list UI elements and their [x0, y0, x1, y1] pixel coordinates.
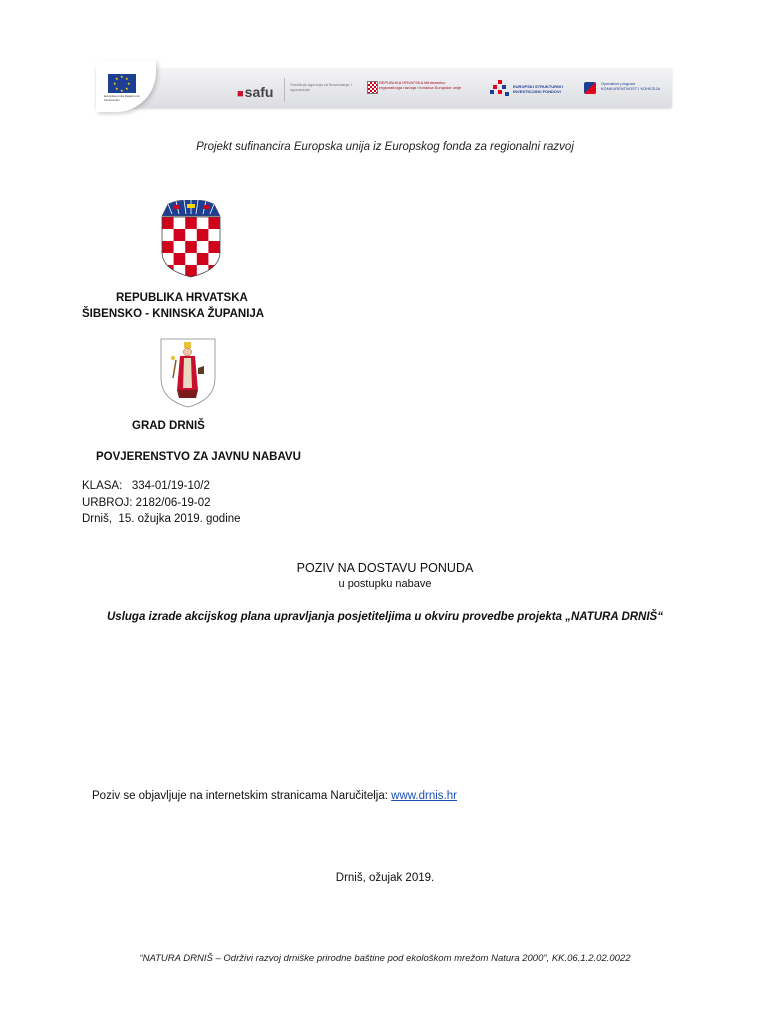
publication-notice [92, 790, 457, 802]
safu-logo [237, 84, 273, 100]
project-footer: “NATURA DRNIŠ – Održivi razvoj drniške prirodne baštine pod ekološkom mrežom Natura 2000”, KK.06.1.2.02.0022 [139, 953, 631, 964]
operational-programme-description: Operativni program KONKURENTNOST I KOHEZIJA [601, 81, 661, 91]
reference-urbroj: URBROJ: 2182/06-19-02 [82, 497, 211, 509]
reference-date: Drniš, 15. ožujka 2019. godine [82, 513, 241, 525]
issuer-country: REPUBLIKA HRVATSKA [116, 292, 248, 304]
issuer-county: ŠIBENSKO - KNINSKA ŽUPANIJA [82, 308, 265, 320]
safu-description: Središnja agencija za financiranje i ugovaranje [290, 82, 352, 92]
operational-programme-logo-icon [584, 82, 596, 94]
project-cofinancing-note: Projekt sufinancira Europska unija iz Europskog fonda za regionalni razvoj [196, 141, 574, 153]
safu-mark-icon: ■ [237, 88, 244, 100]
drnis-coat-of-arms-icon [160, 338, 216, 408]
place-and-date: Drniš, ožujak 2019. [335, 872, 435, 884]
esi-funds-description: EUROPSKI STRUKTURNI I INVESTICIJSKI FONDOVI [513, 84, 564, 94]
publication-text: Poziv se objavljuje na internetskim stranicama Naručitelja: [92, 790, 392, 802]
document-subtitle: u postupku nabave [338, 578, 432, 590]
drnis-website-link[interactable]: www.drnis.hr [391, 790, 457, 802]
eu-caption: Europska unija Zajedno do fondova EU [104, 94, 140, 102]
document-title: POZIV NA DOSTAVU PONUDA [296, 561, 474, 575]
croatian-coat-of-arms-icon [160, 200, 222, 278]
eu-flag-icon: ★ ★ ★ ★ ★ ★ ★ ★ [108, 74, 136, 93]
banner-divider [284, 78, 285, 102]
issuer-city: GRAD DRNIŠ [132, 420, 205, 432]
procurement-subject: Usluga izrade akcijskog plana upravljanja posjetiteljima u okviru provedbe projekta „NATURA DRNIŠ“ [107, 611, 663, 623]
safu-name: safu [244, 84, 274, 100]
ministry-description: REPUBLIKA HRVATSKA Ministarstvo regionalnoga razvoja i fondova Europske unije [379, 80, 462, 90]
reference-klasa: KLASA: 334-01/19-10/2 [82, 480, 210, 492]
issuer-committee: POVJERENSTVO ZA JAVNU NABAVU [96, 451, 301, 463]
esi-funds-logo-icon [490, 80, 510, 98]
croatia-shield-icon [367, 81, 378, 94]
